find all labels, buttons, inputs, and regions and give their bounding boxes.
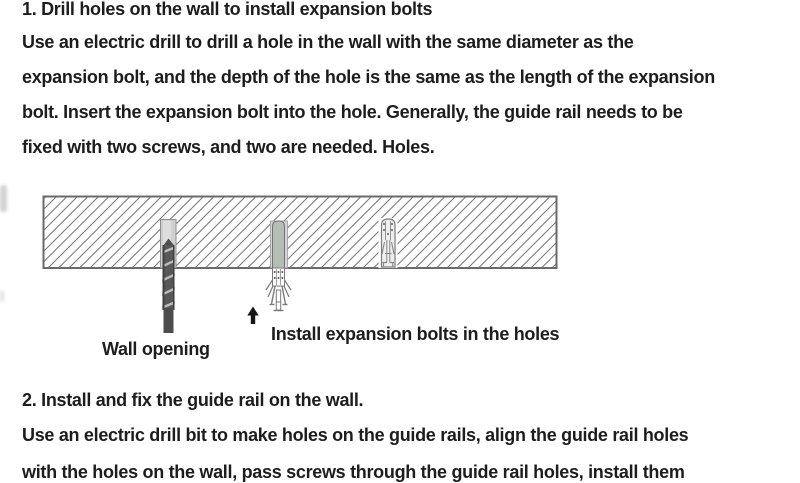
label-wall-opening: Wall opening [102, 339, 210, 359]
scan-artifact [0, 185, 7, 212]
scan-artifact [0, 291, 4, 302]
section2-line: with the holes on the wall, pass screws through the guide rail holes, install them [22, 462, 685, 482]
section1-line: fixed with two screws, and two are needed. Holes. [22, 137, 435, 157]
label-install-bolts: Install expansion bolts in the holes [271, 324, 560, 344]
section2-line: Use an electric drill bit to make holes on the guide rails, align the guide rail holes [22, 425, 689, 445]
section1-line: expansion bolt, and the depth of the hole is the same as the length of the expansion [22, 67, 715, 87]
wall-installation-diagram [0, 190, 620, 340]
section2-heading: 2. Install and fix the guide rail on the wall. [22, 390, 364, 410]
section1-line: bolt. Insert the expansion bolt into the hole. Generally, the guide rail needs to be [22, 102, 683, 122]
section1-heading: 1. Drill holes on the wall to install expansion bolts [22, 0, 433, 19]
drill-bit [161, 220, 177, 334]
section1-line: Use an electric drill to drill a hole in the wall with the same diameter as the [22, 32, 634, 52]
up-arrow-icon [247, 307, 258, 325]
wall-cross-section [44, 197, 557, 269]
expansion-bolt-fully-installed [379, 218, 398, 268]
